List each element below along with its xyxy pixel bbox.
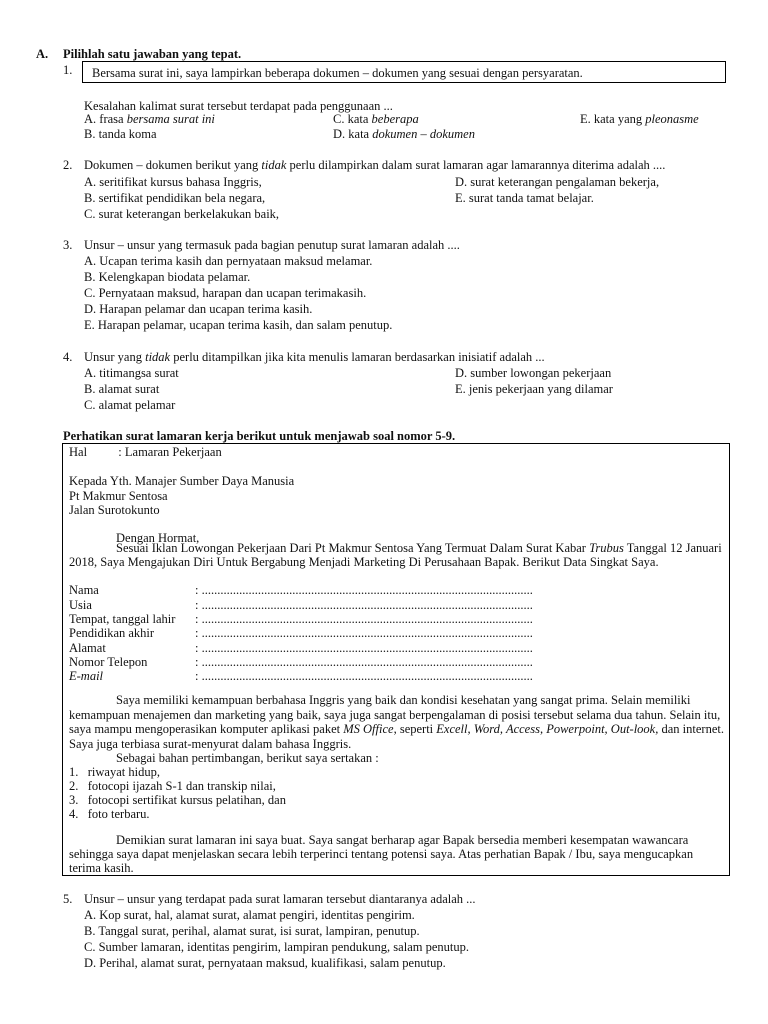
attachment-item: 2. fotocopi ijazah S-1 dan transkip nilai, — [69, 779, 276, 793]
field-nama: Nama : .......................................................................................................... — [69, 583, 533, 597]
q4-number: 4. — [63, 350, 73, 364]
q1-option-e[interactable]: E. kata yang pleonasme — [580, 112, 699, 126]
letter-recipient-title: Kepada Yth. Manajer Sumber Daya Manusia — [69, 474, 295, 488]
q2-option-e[interactable]: E. surat tanda tamat belajar. — [455, 191, 594, 205]
attachment-item: 4. foto terbaru. — [69, 807, 150, 821]
field-pendidikan: Pendidikan akhir : .......................................................................................................... — [69, 626, 533, 640]
q4-option-c[interactable]: C. alamat pelamar — [84, 398, 176, 412]
letter-closing: Demikian surat lamaran ini saya buat. Saya sangat berharap agar Bapak bersedia memberi kesempatan wawancara sehingga saya dapat menjelaskan secara lebih terperinci tentang potensi saya. Atas perhatian Bapak / Ibu, saya mengucapkan terima kasih. — [69, 833, 694, 875]
section-letter: A. — [36, 47, 49, 61]
q3-option-d[interactable]: D. Harapan pelamar dan ucapan terima kasih. — [84, 302, 313, 316]
field-usia: Usia : .......................................................................................................... — [69, 598, 533, 612]
attachment-item: 1. riwayat hidup, — [69, 765, 160, 779]
q1-option-a[interactable]: A. frasa bersama surat ini — [84, 112, 215, 126]
q5-number: 5. — [63, 892, 73, 906]
q4-option-d[interactable]: D. sumber lowongan pekerjaan — [455, 366, 612, 380]
field-telepon: Nomor Telepon : .......................................................................................................... — [69, 655, 533, 669]
letter-instruction: Perhatikan surat lamaran kerja berikut untuk menjawab soal nomor 5-9. — [63, 429, 456, 443]
letter-recipient-address: Jalan Surotokunto — [69, 503, 160, 517]
q1-option-b[interactable]: B. tanda koma — [84, 127, 157, 141]
q2-option-c[interactable]: C. surat keterangan berkelakukan baik, — [84, 207, 280, 221]
q5-option-b[interactable]: B. Tanggal surat, perihal, alamat surat, isi surat, lampiran, penutup. — [84, 924, 420, 938]
q1-stem: Kesalahan kalimat surat tersebut terdapat pada penggunaan ... — [84, 99, 393, 113]
section-title: Pilihlah satu jawaban yang tepat. — [63, 47, 242, 61]
letter-recipient-company: Pt Makmur Sentosa — [69, 489, 168, 503]
q5-option-c[interactable]: C. Sumber lamaran, identitas pengirim, lampiran pendukung, salam penutup. — [84, 940, 469, 954]
letter-subject: Hal : Lamaran Pekerjaan — [69, 445, 222, 459]
q1-option-d[interactable]: D. kata dokumen – dokumen — [333, 127, 475, 141]
q5-option-a[interactable]: A. Kop surat, hal, alamat surat, alamat pengiri, identitas pengirim. — [84, 908, 415, 922]
q3-number: 3. — [63, 238, 73, 252]
field-ttl: Tempat, tanggal lahir : .......................................................................................................... — [69, 612, 533, 626]
q4-option-a[interactable]: A. titimangsa surat — [84, 366, 179, 380]
q1-quote: Bersama surat ini, saya lampirkan beberapa dokumen – dokumen yang sesuai dengan persyaratan. — [92, 66, 583, 80]
q2-stem: Dokumen – dokumen berikut yang tidak perlu dilampirkan dalam surat lamaran agar lamarannya diterima adalah .... — [84, 158, 666, 172]
q1-option-c[interactable]: C. kata beberapa — [333, 112, 419, 126]
q2-option-b[interactable]: B. sertifikat pendidikan bela negara, — [84, 191, 266, 205]
letter-greeting: Dengan Hormat, — [116, 531, 200, 545]
q2-number: 2. — [63, 158, 73, 172]
letter-attachments-intro: Sebagai bahan pertimbangan, berikut saya sertakan : — [116, 751, 379, 765]
q2-option-a[interactable]: A. seritifikat kursus bahasa Inggris, — [84, 175, 262, 189]
field-email: E-mail : .......................................................................................................... — [69, 669, 533, 683]
q4-stem: Unsur yang tidak perlu ditampilkan jika kita menulis lamaran berdasarkan inisiatif adalah ... — [84, 350, 545, 364]
q3-option-b[interactable]: B. Kelengkapan biodata pelamar. — [84, 270, 251, 284]
q3-option-c[interactable]: C. Pernyataan maksud, harapan dan ucapan terimakasih. — [84, 286, 367, 300]
q3-option-a[interactable]: A. Ucapan terima kasih dan pernyataan maksud melamar. — [84, 254, 373, 268]
q4-option-e[interactable]: E. jenis pekerjaan yang dilamar — [455, 382, 613, 396]
q5-option-d[interactable]: D. Perihal, alamat surat, pernyataan maksud, kualifikasi, salam penutup. — [84, 956, 446, 970]
attachment-item: 3. fotocopi sertifikat kursus pelatihan, dan — [69, 793, 286, 807]
letter-intro: Sesuai Iklan Lowongan Pekerjaan Dari Pt Makmur Sentosa Yang Termuat Dalam Surat Kabar Trubus Tanggal 12 Januari 2018, Saya Mengajukan Diri Untuk Bergabung Menjadi Marketing Di Perusahaan Bapak. Berikut Data Singkat Saya. — [69, 541, 722, 569]
q4-option-b[interactable]: B. alamat surat — [84, 382, 160, 396]
q3-stem: Unsur – unsur yang termasuk pada bagian penutup surat lamaran adalah .... — [84, 238, 460, 252]
q3-option-e[interactable]: E. Harapan pelamar, ucapan terima kasih, dan salam penutup. — [84, 318, 393, 332]
q5-stem: Unsur – unsur yang terdapat pada surat lamaran tersebut diantaranya adalah ... — [84, 892, 476, 906]
letter-body-paragraph: Saya memiliki kemampuan berbahasa Inggris yang baik dan kondisi kesehatan yang sangat prima. Selain memiliki kemampuan menajemen dan marketing yang baik, saya juga sangat berpengalaman di posisi tersebut selama dua tahun. Selain itu, saya mampu mengoperasikan komputer aplikasi paket MS Office, seperti Excell, Word, Access, Powerpoint, Out-look, dan internet. Saya juga terbiasa surat-menyurat dalam bahasa Inggris. — [69, 693, 724, 751]
field-alamat: Alamat : .......................................................................................................... — [69, 641, 533, 655]
q1-number: 1. — [63, 63, 73, 77]
q2-option-d[interactable]: D. surat keterangan pengalaman bekerja, — [455, 175, 660, 189]
